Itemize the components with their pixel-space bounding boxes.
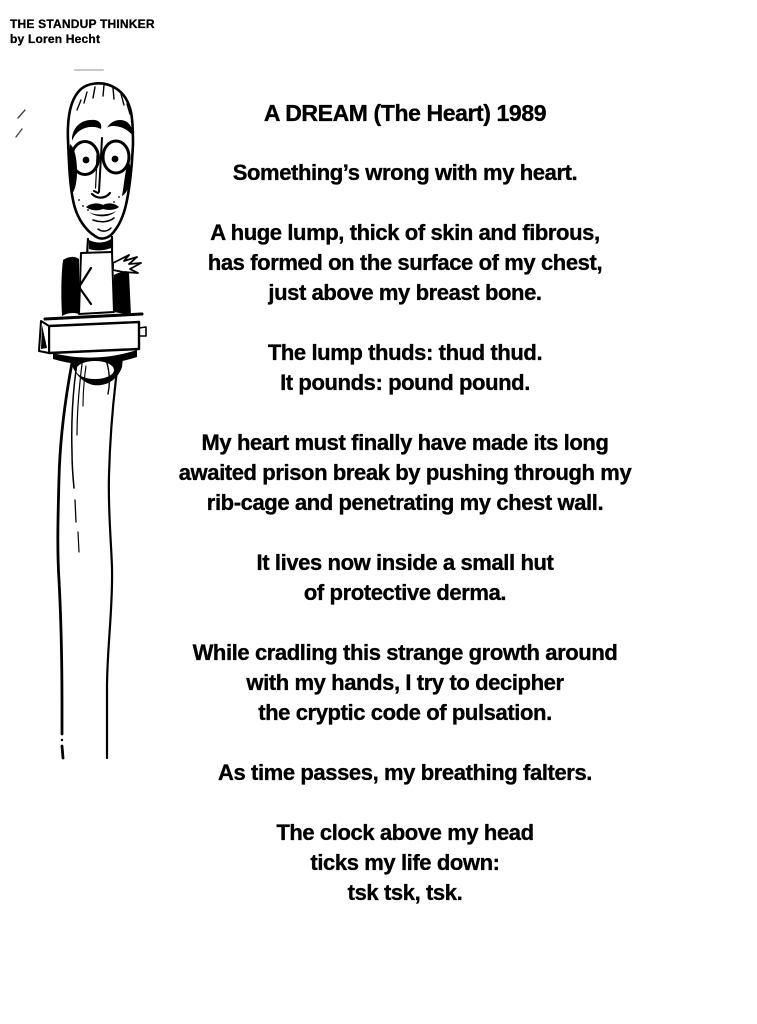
- poem-line: with my hands, I try to decipher: [246, 670, 564, 695]
- poem-line: It lives now inside a small hut: [256, 550, 554, 575]
- header-byline: by Loren Hecht: [10, 32, 101, 46]
- poem-line: rib-cage and penetrating my chest wall.: [206, 490, 604, 515]
- poem-line: the cryptic code of pulsation.: [258, 700, 552, 725]
- poem: [150, 98, 660, 938]
- poem-title: A DREAM (The Heart) 1989: [263, 100, 547, 126]
- poem-line: The lump thuds: thud thud.: [267, 340, 543, 365]
- poem-stanza-1: [150, 158, 660, 188]
- poem-line: awaited prison break by pushing through my: [178, 460, 632, 485]
- poem-line: just above my breast bone.: [268, 280, 542, 305]
- poem-line: As time passes, my breathing falters.: [217, 760, 592, 785]
- standup-thinker-figure-icon: [15, 60, 155, 760]
- poem-stanza-8: [150, 818, 660, 908]
- poem-stanza-7: [150, 758, 660, 788]
- poem-line: My heart must finally have made its long: [201, 430, 609, 455]
- poem-stanza-6: [150, 638, 660, 728]
- poem-stanza-3: [150, 338, 660, 398]
- document-header: [10, 17, 155, 47]
- poem-line: It pounds: pound pound.: [280, 370, 530, 395]
- poem-line: The clock above my head: [276, 820, 534, 845]
- poem-line: A huge lump, thick of skin and fibrous,: [210, 220, 600, 245]
- poem-line: has formed on the surface of my chest,: [207, 250, 603, 275]
- poem-stanza-5: [150, 548, 660, 608]
- poem-stanza-4: [150, 428, 660, 518]
- poem-line: ticks my life down:: [310, 850, 500, 875]
- poem-line: of protective derma.: [303, 580, 507, 605]
- poem-stanza-2: [150, 218, 660, 308]
- poem-line: tsk tsk, tsk.: [347, 880, 463, 905]
- poem-line: Something’s wrong with my heart.: [232, 160, 578, 185]
- standup-thinker-illustration: [15, 60, 155, 760]
- poem-line: While cradling this strange growth around: [192, 640, 618, 665]
- header-title: THE STANDUP THINKER: [10, 17, 155, 31]
